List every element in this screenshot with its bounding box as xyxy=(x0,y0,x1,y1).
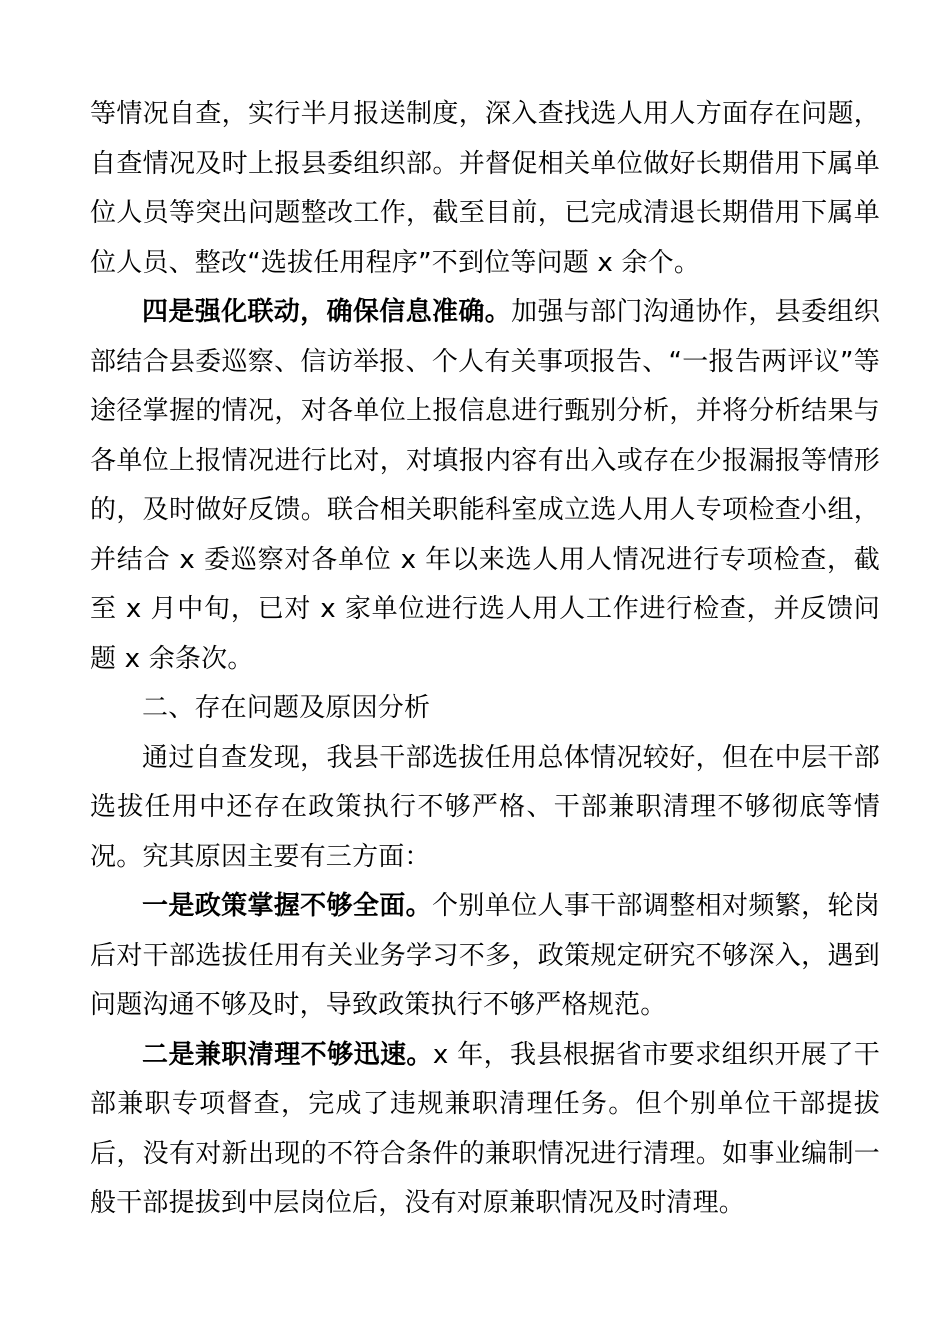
paragraph-5 xyxy=(90,882,880,1031)
paragraph-6 xyxy=(90,1031,880,1229)
paragraph-3-text: 二、存在问题及原因分析 xyxy=(142,693,431,723)
paragraph-5-lead: 一是政策掌握不够全面。 xyxy=(142,891,432,921)
paragraph-2-lead: 四是强化联动，确保信息准确。 xyxy=(142,297,512,327)
paragraph-1-text: 等情况自查，实行半月报送制度，深入查找选人用人方面存在问题，自查情况及时上报县委组织部。并督促相关单位做好长期借用下属单位人员等突出问题整改工作，截至目前，已完成清退长期借用下属单位人员、整改“选拔任用程序”不到位等问题 x 余个。 xyxy=(90,99,880,278)
section-heading xyxy=(90,684,880,734)
paragraph-2-text: 加强与部门沟通协作，县委组织部结合县委巡察、信访举报、个人有关事项报告、“一报告两评议”等途径掌握的情况，对各单位上报信息进行甄别分析，并将分析结果与各单位上报情况进行比对，对填报内容有出入或存在少报漏报等情形的，及时做好反馈。联合相关职能科室成立选人用人专项检查小组，并结合 x 委巡察对各单位 x 年以来选人用人情况进行专项检查，截至 x 月中旬，已对 x 家单位进行选人用人工作进行检查，并反馈问题 x 余条次。 xyxy=(90,297,880,674)
paragraph-5-text: 个别单位人事干部调整相对频繁，轮岗后对干部选拔任用有关业务学习不多，政策规定研究不够深入，遇到问题沟通不够及时，导致政策执行不够严格规范。 xyxy=(90,891,881,1020)
paragraph-4 xyxy=(90,734,880,883)
paragraph-4-text: 通过自查发现，我县干部选拔任用总体情况较好，但在中层干部选拔任用中还存在政策执行不够严格、干部兼职清理不够彻底等情况。究其原因主要有三方面： xyxy=(90,742,880,872)
paragraph-6-lead: 二是兼职清理不够迅速。 xyxy=(142,1039,433,1070)
paragraph-6-text: x 年，我县根据省市要求组织开展了干部兼职专项督查，完成了违规兼职清理任务。但个别单位干部提拔后，没有对新出现的不符合条件的兼职情况进行清理。如事业编制一般干部提拔到中层岗位后，没有对原兼职情况及时清理。 xyxy=(90,1039,880,1218)
document-page xyxy=(90,90,880,1229)
paragraph-1 xyxy=(90,90,880,288)
paragraph-2 xyxy=(90,288,880,684)
